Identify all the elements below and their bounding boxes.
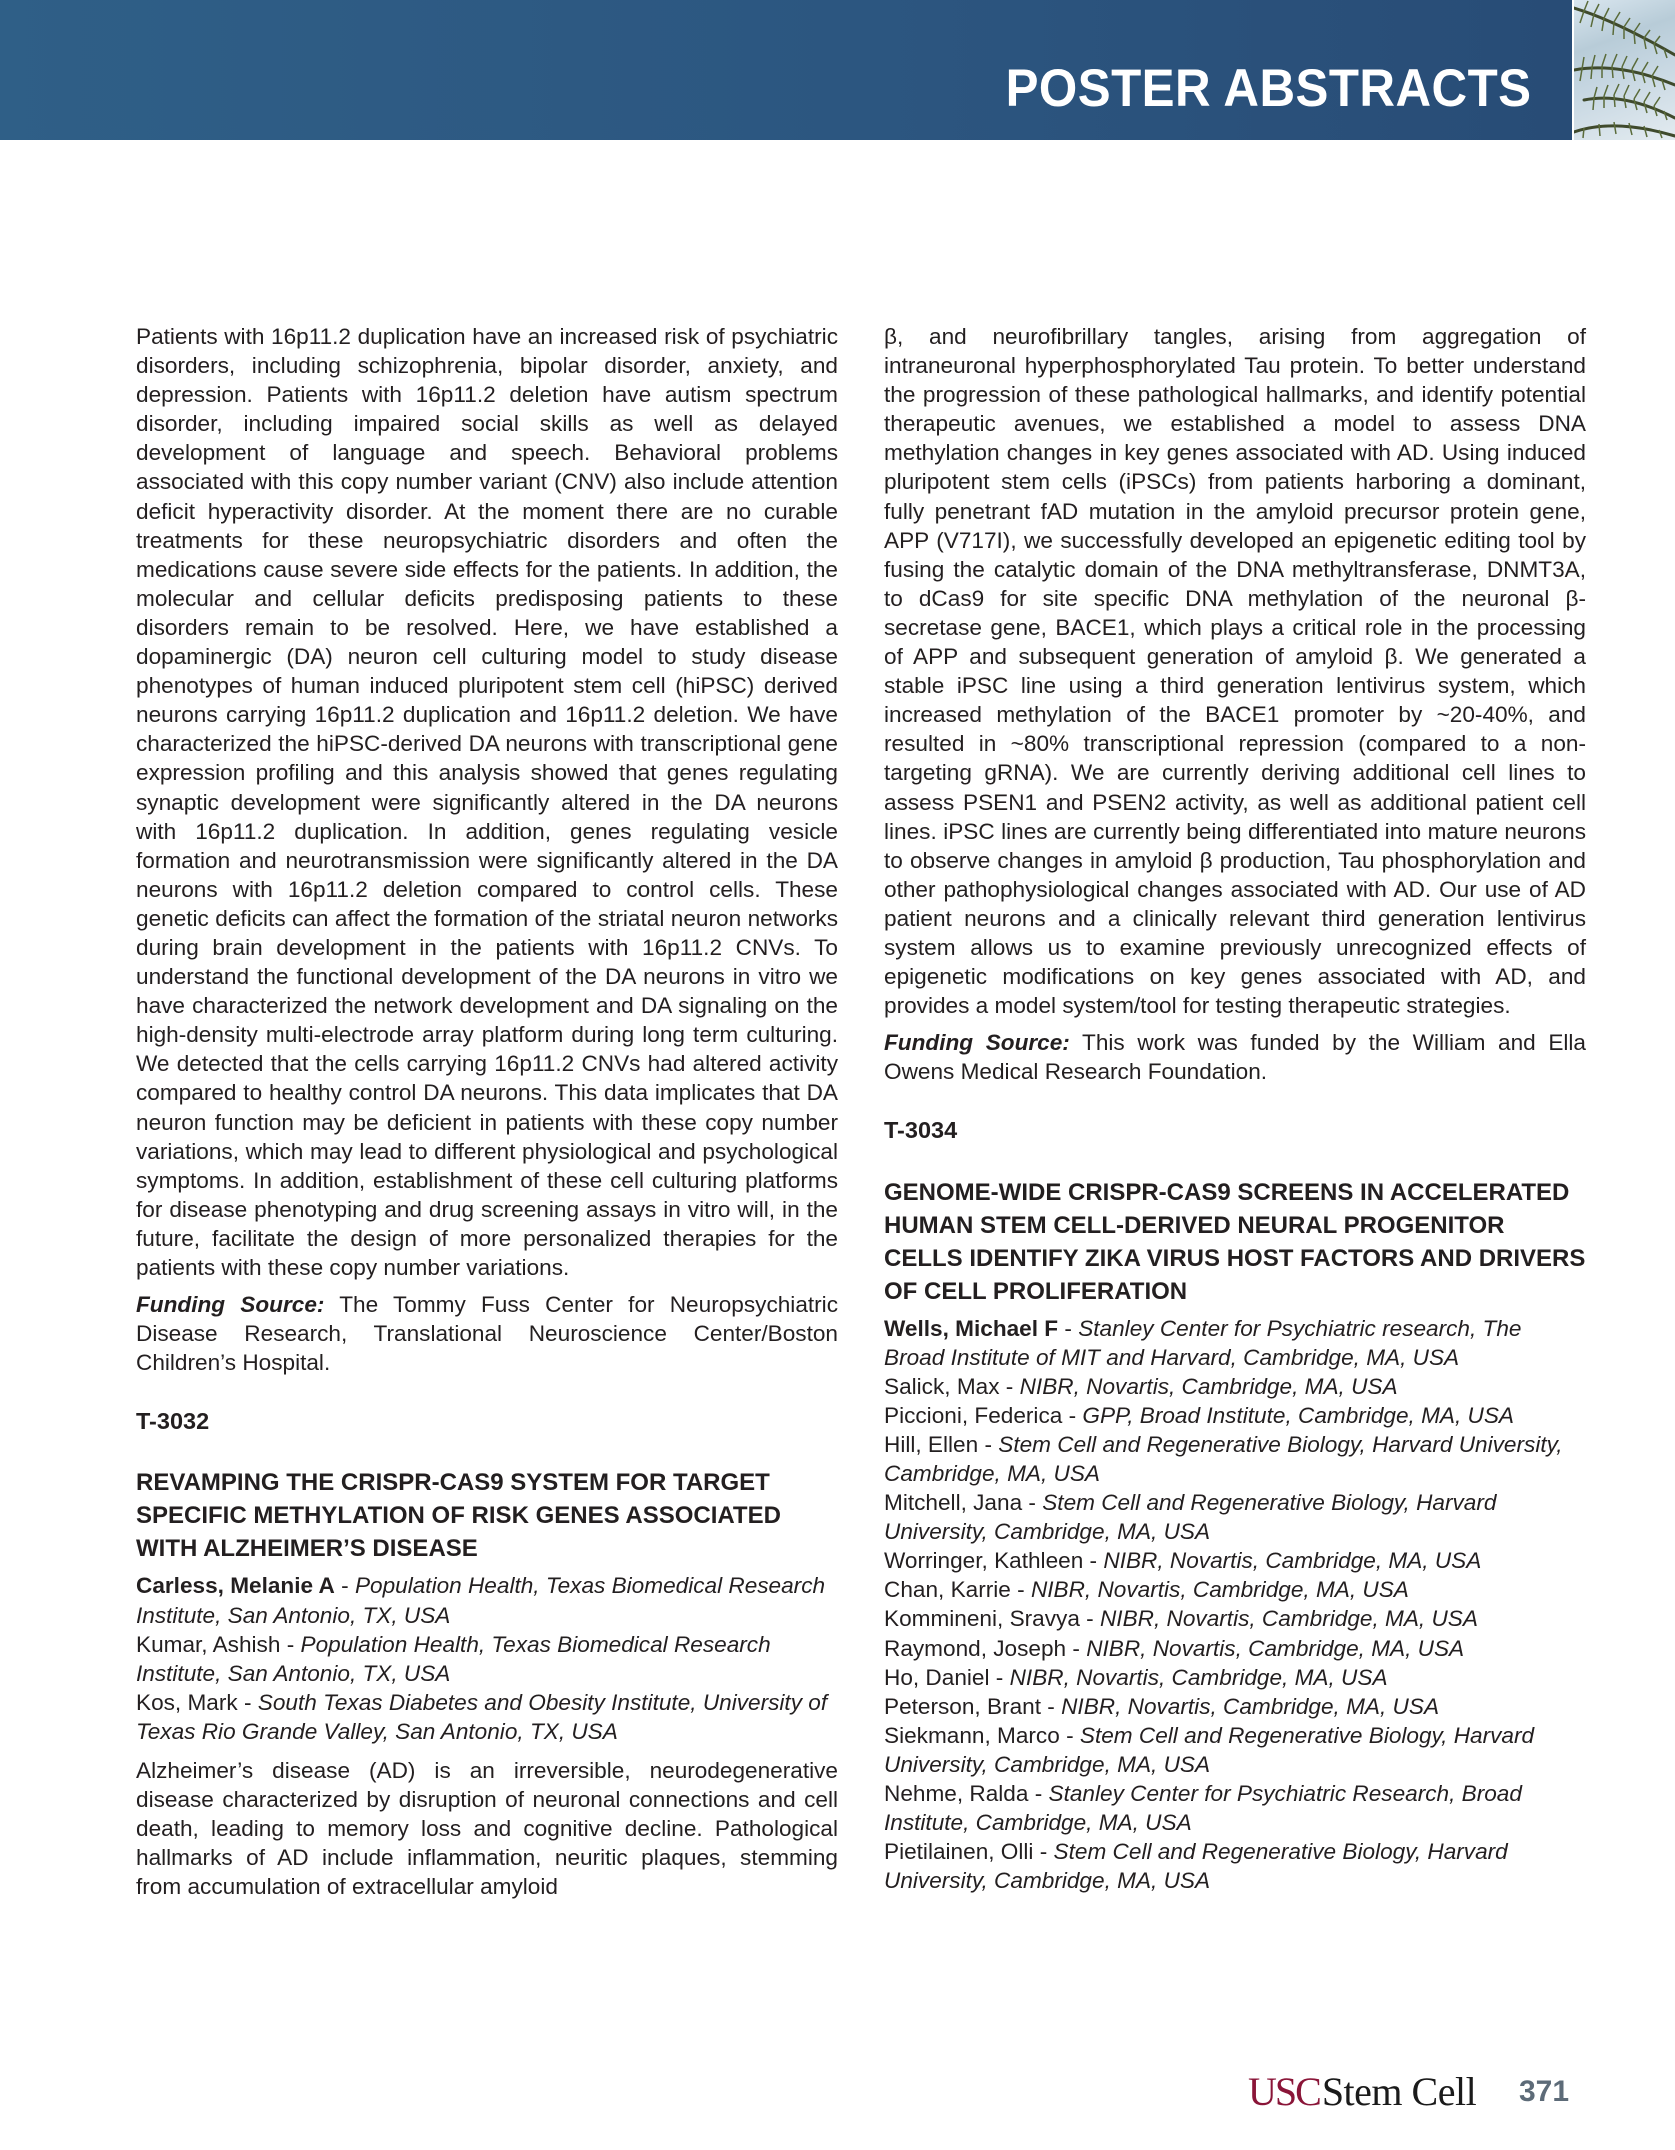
author-entry	[884, 1372, 1586, 1401]
author-separator: -	[1041, 1693, 1062, 1719]
author-entry	[884, 1779, 1586, 1837]
author-entry	[884, 1575, 1586, 1604]
author-separator: -	[237, 1689, 258, 1715]
author-affiliation: NIBR, Novartis, Cambridge, MA, USA	[1030, 1577, 1409, 1603]
author-entry	[884, 1314, 1586, 1372]
author-entry	[884, 1430, 1586, 1488]
author-entry	[136, 1688, 838, 1746]
author-name: Peterson, Brant	[884, 1693, 1041, 1719]
author-entry	[884, 1837, 1586, 1895]
author-affiliation: Stem Cell and Regenerative Biology, Harvard University, Cambridge, MA, USA	[884, 1431, 1563, 1486]
author-entry	[884, 1604, 1586, 1633]
funding-label: Funding Source:	[884, 1030, 1070, 1056]
usc-stem-cell-logo	[1248, 2068, 1476, 2115]
abstract-title: REVAMPING THE CRISPR-CAS9 SYSTEM FOR TARGET SPECIFIC METHYLATION OF RISK GENES ASSOCIATED WITH ALZHEIMER’S DISEASE	[136, 1469, 781, 1563]
author-name: Piccioni, Federica	[884, 1402, 1063, 1428]
author-separator: -	[1022, 1490, 1043, 1516]
author-entry	[136, 1571, 838, 1629]
author-affiliation: NIBR, Novartis, Cambridge, MA, USA	[1009, 1664, 1388, 1690]
page-number: 371	[1519, 2075, 1570, 2108]
author-entry	[884, 1634, 1586, 1663]
funding-text: This work was funded by the William and Ella Owens Medical Research Foundation.	[884, 1030, 1586, 1085]
author-name: Ho, Daniel	[884, 1664, 990, 1690]
author-name: Carless, Melanie A	[136, 1573, 335, 1599]
funding-text: The Tommy Fuss Center for Neuropsychiatric Disease Research, Translational Neuroscience Center/Boston Children’s Hospital.	[136, 1292, 839, 1376]
author-separator: -	[1079, 1606, 1100, 1632]
author-affiliation: Stem Cell and Regenerative Biology, Harvard University, Cambridge, MA, USA	[884, 1490, 1497, 1545]
author-separator: -	[1066, 1635, 1087, 1661]
abstract-body-continued: β, and neurofibrillary tangles, arising from aggregation of intraneuronal hyperphosphorylated Tau protein. To better understand the progression of these pathological hallmarks, and identify potential therapeutic avenues, we established a model to assess DNA methylation changes in key genes associated with AD. Using induced pluripotent stem cells (iPSCs) from patients harboring a dominant, fully penetrant fAD mutation in the amyloid precursor protein gene, APP (V717I), we successfully developed an epigenetic editing tool by fusing the catalytic domain of the DNA methyltransferase, DNMT3A, to dCas9 for site specific DNA methylation of the neuronal β-secretase gene, BACE1, which plays a critical role in the processing of APP and subsequent generation of amyloid β. We generated a stable iPSC line using a third generation lentivirus system, which increased methylation of the BACE1 promoter by ~20-40%, and resulted in ~80% transcriptional repression (compared to a non-targeting gRNA). We are currently deriving additional cell lines to assess PSEN1 and PSEN2 activity, as well as additional patient cell lines. iPSC lines are currently being differentiated into mature neurons to observe changes in amyloid β production, Tau phosphorylation and other pathophysiological changes associated with AD. Our use of AD patient neurons and a clinically relevant third generation lentivirus system allows us to examine previously unrecognized effects of epigenetic modifications on key genes associated with AD, and provides a model system/tool for testing therapeutic strategies.	[884, 324, 1586, 1019]
author-affiliation: NIBR, Novartis, Cambridge, MA, USA	[1019, 1373, 1398, 1399]
author-name: Siekmann, Marco	[884, 1722, 1060, 1748]
abstract-body: Alzheimer’s disease (AD) is an irreversible, neurodegenerative disease characterized by disruption of neuronal connections and cell death, leading to memory loss and cognitive decline. Pathological hallmarks of AD include inflammation, neuritic plaques, stemming from accumulation of extracellular amyloid	[136, 1758, 838, 1900]
author-entry	[884, 1692, 1586, 1721]
right-column	[884, 322, 1586, 1905]
left-column	[136, 322, 838, 1902]
author-name: Kos, Mark	[136, 1689, 238, 1715]
author-name: Hill, Ellen	[884, 1431, 979, 1457]
author-affiliation: NIBR, Novartis, Cambridge, MA, USA	[1103, 1548, 1482, 1574]
author-separator: -	[1083, 1548, 1104, 1574]
author-affiliation: NIBR, Novartis, Cambridge, MA, USA	[1086, 1635, 1465, 1661]
funding-source	[136, 1290, 838, 1377]
author-entry	[136, 1630, 838, 1688]
author-entry	[884, 1546, 1586, 1575]
author-name: Mitchell, Jana	[884, 1490, 1023, 1516]
author-list	[884, 1314, 1586, 1896]
author-separator: -	[334, 1573, 355, 1599]
abstract-id: T-3032	[136, 1408, 210, 1435]
author-separator: -	[1010, 1577, 1031, 1603]
author-entry	[884, 1663, 1586, 1692]
author-separator: -	[1059, 1722, 1080, 1748]
author-affiliation: NIBR, Novartis, Cambridge, MA, USA	[1061, 1693, 1440, 1719]
author-name: Kumar, Ashish	[136, 1631, 281, 1657]
author-affiliation: Stem Cell and Regenerative Biology, Harvard University, Cambridge, MA, USA	[884, 1722, 1535, 1777]
abstract-body-continued: Patients with 16p11.2 duplication have an increased risk of psychiatric disorders, including schizophrenia, bipolar disorder, anxiety, and depression. Patients with 16p11.2 deletion have autism spectrum disorder, including impaired social skills as well as delayed development of language and speech. Behavioral problems associated with this copy number variant (CNV) also include attention deficit hyperactivity disorder. At the moment there are no curable treatments for these neuropsychiatric disorders and often the medications cause severe side effects for the patients. In addition, the molecular and cellular deficits predisposing patients to these disorders remain to be resolved. Here, we have established a dopaminergic (DA) neuron cell culturing model to study disease phenotypes of human induced pluripotent stem cell (hiPSC) derived neurons carrying 16p11.2 duplication and 16p11.2 deletion. We have characterized the hiPSC-derived DA neurons with transcriptional gene expression profiling and this analysis showed that genes regulating synaptic development were significantly altered in the DA neurons with 16p11.2 duplication. In addition, genes regulating vesicle formation and neurotransmission were significantly altered in the DA neurons with 16p11.2 deletion compared to control cells. These genetic deficits can affect the formation of the striatal neuron networks during brain development in the patients with 16p11.2 CNVs. To understand the functional development of the DA neurons in vitro we have characterized the network development and DA signaling on the high-density multi-electrode array platform during long term culturing. We detected that the cells carrying 16p11.2 CNVs had altered activity compared to healthy control DA neurons. This data implicates that DA neuron function may be deficient in patients with these copy number variations, which may lead to different physiological and psychological symptoms. In addition, establishment of these cell culturing platforms for disease phenotyping and drug screening assays in vitro will, in the future, facilitate the design of more personalized therapies for the patients with these copy number variations.	[136, 324, 838, 1280]
section-title: POSTER ABSTRACTS	[1006, 59, 1532, 118]
author-affiliation: GPP, Broad Institute, Cambridge, MA, USA	[1082, 1402, 1514, 1428]
author-affiliation: Stanley Center for Psychiatric research, The Broad Institute of MIT and Harvard, Cambridge, MA, USA	[884, 1315, 1522, 1370]
author-affiliation: Population Health, Texas Biomedical Research Institute, San Antonio, TX, USA	[136, 1631, 771, 1686]
author-name: Raymond, Joseph	[884, 1635, 1067, 1661]
funding-source	[884, 1028, 1586, 1086]
abstract-title: GENOME-WIDE CRISPR-CAS9 SCREENS IN ACCELERATED HUMAN STEM CELL-DERIVED NEURAL PROGENITOR CELLS IDENTIFY ZIKA VIRUS HOST FACTORS AND DRIVERS OF CELL PROLIFERATION	[884, 1178, 1586, 1305]
author-name: Nehme, Ralda	[884, 1781, 1029, 1807]
author-name: Worringer, Kathleen	[884, 1548, 1084, 1574]
author-name: Chan, Karrie	[884, 1577, 1011, 1603]
author-separator: -	[1028, 1781, 1049, 1807]
author-list	[136, 1571, 838, 1746]
palm-tree-photo	[1574, 0, 1675, 140]
header-band	[0, 0, 1572, 140]
palm-fronds-icon	[1574, 0, 1675, 140]
author-name: Kommineni, Sravya	[884, 1606, 1080, 1632]
author-separator: -	[999, 1373, 1020, 1399]
author-name: Pietilainen, Olli	[884, 1839, 1034, 1865]
author-separator: -	[1058, 1315, 1079, 1341]
author-separator: -	[989, 1664, 1010, 1690]
author-affiliation: South Texas Diabetes and Obesity Institute, University of Texas Rio Grande Valley, San Antonio, TX, USA	[136, 1689, 828, 1744]
author-name: Wells, Michael F	[884, 1315, 1059, 1341]
logo-usc: USC	[1248, 2069, 1320, 2114]
abstract-id: T-3034	[884, 1117, 958, 1144]
author-separator: -	[978, 1431, 999, 1457]
author-name: Salick, Max	[884, 1373, 1000, 1399]
author-entry	[884, 1488, 1586, 1546]
author-affiliation: Stem Cell and Regenerative Biology, Harvard University, Cambridge, MA, USA	[884, 1839, 1508, 1894]
funding-label: Funding Source:	[136, 1292, 325, 1318]
author-affiliation: Stanley Center for Psychiatric Research, Broad Institute, Cambridge, MA, USA	[884, 1781, 1522, 1836]
logo-stem-cell: Stem Cell	[1321, 2069, 1477, 2114]
author-affiliation: NIBR, Novartis, Cambridge, MA, USA	[1099, 1606, 1478, 1632]
author-entry	[884, 1721, 1586, 1779]
author-affiliation: Population Health, Texas Biomedical Research Institute, San Antonio, TX, USA	[136, 1573, 826, 1628]
author-entry	[884, 1401, 1586, 1430]
author-separator: -	[280, 1631, 301, 1657]
author-separator: -	[1033, 1839, 1054, 1865]
author-separator: -	[1062, 1402, 1083, 1428]
